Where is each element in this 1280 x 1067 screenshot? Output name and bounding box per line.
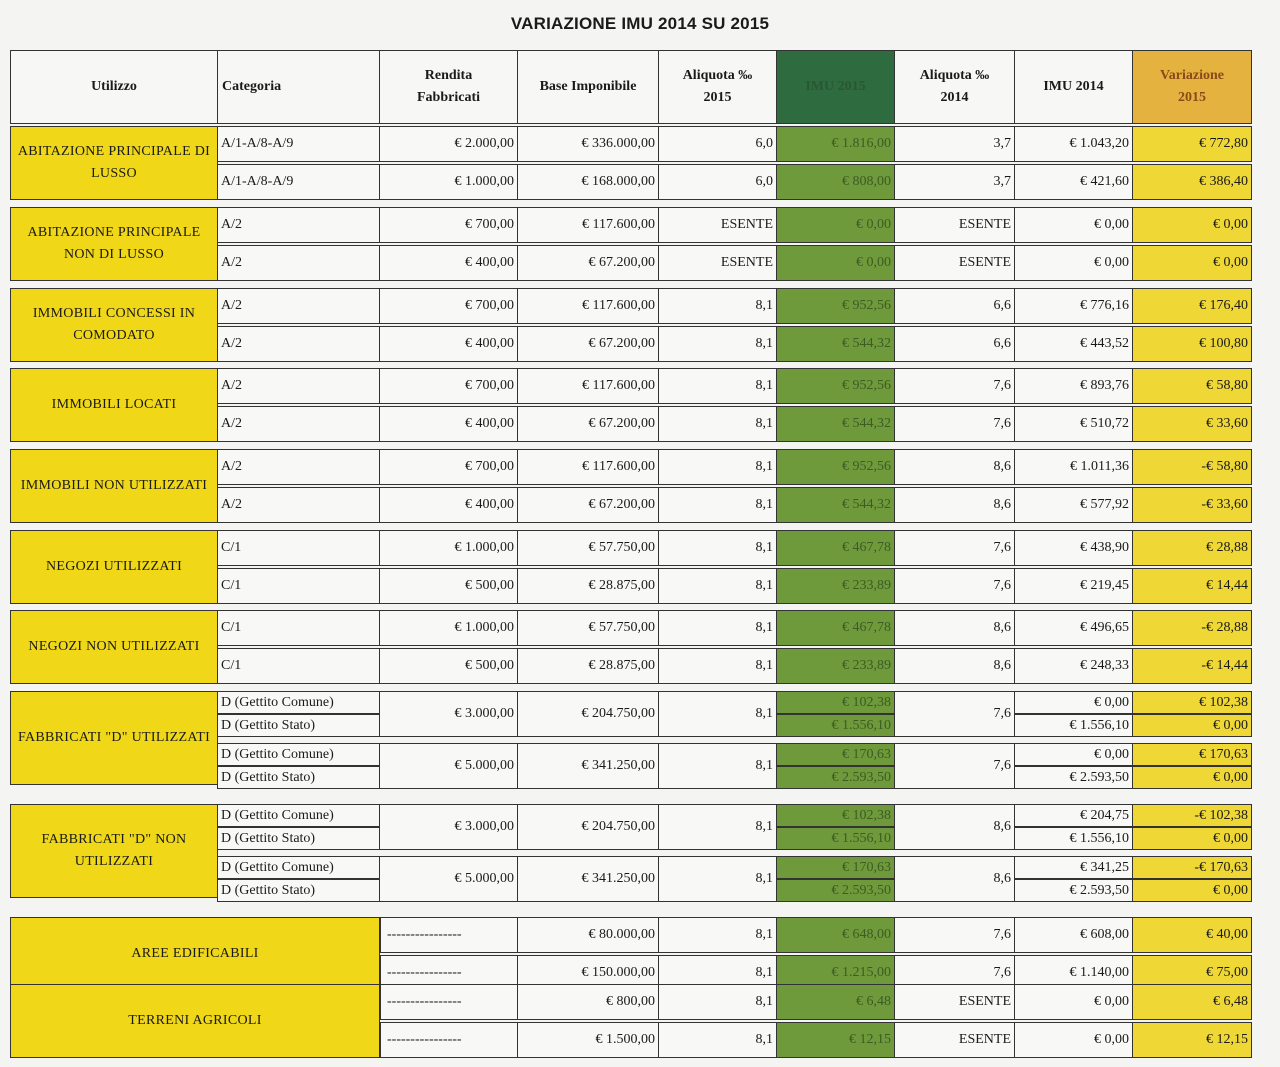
imu-2015-cell: € 808,00 <box>776 164 895 200</box>
variazione-cell: -€ 14,44 <box>1132 648 1252 684</box>
variazione-cell-comune: -€ 102,38 <box>1132 804 1252 827</box>
header-imu-2015: IMU 2015 <box>776 50 895 124</box>
aliquota-2015-cell: 8,1 <box>658 568 777 604</box>
imu-2014-cell: € 443,52 <box>1014 326 1133 362</box>
categoria-cell: A/2 <box>217 368 380 404</box>
categoria-cell: A/2 <box>217 326 380 362</box>
aliquota-2014-cell: 7,6 <box>894 368 1015 404</box>
aliquota-2015-cell: 8,1 <box>658 1022 777 1058</box>
categoria-cell: C/1 <box>217 648 380 684</box>
variazione-cell-stato: € 0,00 <box>1132 827 1252 850</box>
imu-2015-cell: € 1.816,00 <box>776 126 895 162</box>
aliquota-2014-cell: 8,6 <box>894 856 1015 902</box>
categoria-cell: A/2 <box>217 449 380 485</box>
aliquota-2014-cell: ESENTE <box>894 1022 1015 1058</box>
imu-2015-cell: € 1.215,00 <box>776 955 895 991</box>
base-imponibile-cell: € 204.750,00 <box>517 804 659 850</box>
categoria-cell: A/2 <box>217 245 380 281</box>
aliquota-2015-cell: 8,1 <box>658 326 777 362</box>
imu-2014-cell: € 1.011,36 <box>1014 449 1133 485</box>
categoria-cell-comune: D (Gettito Comune) <box>217 691 380 714</box>
base-imponibile-cell: € 57.750,00 <box>517 610 659 646</box>
categoria-cell: A/2 <box>217 406 380 442</box>
variazione-cell: € 14,44 <box>1132 568 1252 604</box>
aliquota-2015-cell: 8,1 <box>658 449 777 485</box>
base-imponibile-cell: € 117.600,00 <box>517 207 659 243</box>
imu-2014-cell: € 577,92 <box>1014 487 1133 523</box>
base-imponibile-cell: € 117.600,00 <box>517 288 659 324</box>
base-imponibile-cell: € 341.250,00 <box>517 743 659 789</box>
variazione-cell: -€ 28,88 <box>1132 610 1252 646</box>
section-2 <box>10 288 1252 362</box>
section-5 <box>10 530 1252 604</box>
categoria-cell-comune: D (Gettito Comune) <box>217 856 380 879</box>
imu-2014-cell: € 0,00 <box>1014 1022 1133 1058</box>
section-7 <box>10 691 1252 785</box>
imu-2014-cell: € 608,00 <box>1014 917 1133 953</box>
rendita-cell: ---------------- <box>380 1022 518 1058</box>
categoria-cell: C/1 <box>217 568 380 604</box>
variazione-cell: € 176,40 <box>1132 288 1252 324</box>
rendita-cell: € 500,00 <box>379 568 518 604</box>
section-3 <box>10 368 1252 442</box>
rendita-cell: € 400,00 <box>379 245 518 281</box>
imu-2015-cell: € 544,32 <box>776 406 895 442</box>
section-4 <box>10 449 1252 523</box>
variazione-cell-stato: € 0,00 <box>1132 714 1252 737</box>
imu-2014-cell: € 248,33 <box>1014 648 1133 684</box>
aliquota-2014-cell: 8,6 <box>894 804 1015 850</box>
variazione-cell: € 386,40 <box>1132 164 1252 200</box>
rendita-cell: € 1.000,00 <box>379 530 518 566</box>
rendita-cell: ---------------- <box>380 917 518 953</box>
categoria-cell-stato: D (Gettito Stato) <box>217 766 380 789</box>
imu-2014-cell-comune: € 0,00 <box>1014 743 1133 766</box>
variazione-cell-stato: € 0,00 <box>1132 879 1252 902</box>
section-label: TERRENI AGRICOLI <box>10 984 380 1058</box>
aliquota-2015-cell: 8,1 <box>658 955 777 991</box>
imu-2014-cell: € 0,00 <box>1014 245 1133 281</box>
aliquota-2014-cell: 6,6 <box>894 326 1015 362</box>
imu-2014-cell: € 496,65 <box>1014 610 1133 646</box>
variazione-cell: € 0,00 <box>1132 245 1252 281</box>
imu-2015-cell-comune: € 170,63 <box>776 856 895 879</box>
section-label: FABBRICATI "D" NON UTILIZZATI <box>10 804 218 898</box>
base-imponibile-cell: € 341.250,00 <box>517 856 659 902</box>
base-imponibile-cell: € 67.200,00 <box>517 487 659 523</box>
imu-2015-cell: € 544,32 <box>776 326 895 362</box>
imu-2015-cell-comune: € 102,38 <box>776 804 895 827</box>
aliquota-2014-cell: ESENTE <box>894 207 1015 243</box>
section-label: IMMOBILI NON UTILIZZATI <box>10 449 218 523</box>
aliquota-2015-cell: 8,1 <box>658 487 777 523</box>
rendita-cell: € 700,00 <box>379 207 518 243</box>
imu-2015-cell-stato: € 2.593,50 <box>776 766 895 789</box>
rendita-cell: € 3.000,00 <box>379 691 518 737</box>
categoria-cell: C/1 <box>217 610 380 646</box>
aliquota-2015-cell: 8,1 <box>658 648 777 684</box>
base-imponibile-cell: € 67.200,00 <box>517 245 659 281</box>
imu-2015-cell-comune: € 170,63 <box>776 743 895 766</box>
aliquota-2014-cell: 7,6 <box>894 568 1015 604</box>
aliquota-2014-cell: 8,6 <box>894 610 1015 646</box>
rendita-cell: ---------------- <box>380 955 518 991</box>
imu-2014-cell-stato: € 1.556,10 <box>1014 827 1133 850</box>
section-8 <box>10 804 1252 898</box>
variazione-cell-comune: € 102,38 <box>1132 691 1252 714</box>
rendita-cell: € 700,00 <box>379 449 518 485</box>
header-categoria: Categoria <box>217 50 380 124</box>
variazione-cell: € 28,88 <box>1132 530 1252 566</box>
variazione-cell: € 33,60 <box>1132 406 1252 442</box>
aliquota-2014-cell: ESENTE <box>894 984 1015 1020</box>
variazione-cell: € 40,00 <box>1132 917 1252 953</box>
header-utilizzo: Utilizzo <box>10 50 218 124</box>
rendita-cell: € 400,00 <box>379 406 518 442</box>
header-aliquota-2014: Aliquota ‰ 2014 <box>894 50 1015 124</box>
imu-2015-cell: € 12,15 <box>776 1022 895 1058</box>
aliquota-2014-cell: ESENTE <box>894 245 1015 281</box>
section-label: IMMOBILI LOCATI <box>10 368 218 442</box>
aliquota-2015-cell: 8,1 <box>658 984 777 1020</box>
imu-2015-cell: € 467,78 <box>776 530 895 566</box>
variazione-cell: € 0,00 <box>1132 207 1252 243</box>
rendita-cell: € 3.000,00 <box>379 804 518 850</box>
rendita-cell: € 700,00 <box>379 288 518 324</box>
imu-2014-cell: € 893,76 <box>1014 368 1133 404</box>
categoria-cell-comune: D (Gettito Comune) <box>217 804 380 827</box>
section-9 <box>10 917 1252 991</box>
variazione-cell: € 75,00 <box>1132 955 1252 991</box>
section-label: NEGOZI UTILIZZATI <box>10 530 218 604</box>
section-0 <box>10 126 1252 200</box>
imu-2015-cell: € 952,56 <box>776 288 895 324</box>
section-10 <box>10 984 1252 1058</box>
aliquota-2014-cell: 8,6 <box>894 487 1015 523</box>
document-title: VARIAZIONE IMU 2014 SU 2015 <box>510 14 770 33</box>
aliquota-2014-cell: 7,6 <box>894 955 1015 991</box>
imu-2014-cell: € 510,72 <box>1014 406 1133 442</box>
imu-2015-cell: € 952,56 <box>776 368 895 404</box>
categoria-cell: A/2 <box>217 288 380 324</box>
variazione-cell: € 772,80 <box>1132 126 1252 162</box>
rendita-cell: € 400,00 <box>379 487 518 523</box>
section-label: FABBRICATI "D" UTILIZZATI <box>10 691 218 785</box>
aliquota-2014-cell: 7,6 <box>894 406 1015 442</box>
aliquota-2014-cell: 6,6 <box>894 288 1015 324</box>
imu-2015-cell-stato: € 1.556,10 <box>776 714 895 737</box>
aliquota-2015-cell: 8,1 <box>658 406 777 442</box>
imu-2014-cell: € 0,00 <box>1014 984 1133 1020</box>
header-rendita: Rendita Fabbricati <box>379 50 518 124</box>
imu-2015-cell: € 0,00 <box>776 245 895 281</box>
aliquota-2014-cell: 8,6 <box>894 449 1015 485</box>
aliquota-2014-cell: 7,6 <box>894 743 1015 789</box>
variazione-cell: -€ 58,80 <box>1132 449 1252 485</box>
imu-2014-cell: € 421,60 <box>1014 164 1133 200</box>
aliquota-2014-cell: 7,6 <box>894 691 1015 737</box>
variazione-cell-stato: € 0,00 <box>1132 766 1252 789</box>
aliquota-2014-cell: 3,7 <box>894 126 1015 162</box>
categoria-cell: A/2 <box>217 207 380 243</box>
variazione-cell: € 6,48 <box>1132 984 1252 1020</box>
rendita-cell: € 2.000,00 <box>379 126 518 162</box>
imu-2014-cell-stato: € 1.556,10 <box>1014 714 1133 737</box>
categoria-cell: A/2 <box>217 487 380 523</box>
base-imponibile-cell: € 1.500,00 <box>517 1022 659 1058</box>
section-6 <box>10 610 1252 684</box>
header-aliquota-2015: Aliquota ‰ 2015 <box>658 50 777 124</box>
categoria-cell: A/1-A/8-A/9 <box>217 126 380 162</box>
aliquota-2015-cell: 8,1 <box>658 804 777 850</box>
rendita-cell: € 5.000,00 <box>379 743 518 789</box>
aliquota-2015-cell: 8,1 <box>658 691 777 737</box>
rendita-cell: € 400,00 <box>379 326 518 362</box>
categoria-cell: A/1-A/8-A/9 <box>217 164 380 200</box>
base-imponibile-cell: € 150.000,00 <box>517 955 659 991</box>
header-variazione-2015: Variazione 2015 <box>1132 50 1252 124</box>
aliquota-2014-cell: 8,6 <box>894 648 1015 684</box>
imu-2015-cell: € 0,00 <box>776 207 895 243</box>
imu-2015-cell-comune: € 102,38 <box>776 691 895 714</box>
imu-2015-cell-stato: € 1.556,10 <box>776 827 895 850</box>
imu-2014-cell-stato: € 2.593,50 <box>1014 766 1133 789</box>
imu-2015-cell: € 233,89 <box>776 648 895 684</box>
section-label: IMMOBILI CONCESSI IN COMODATO <box>10 288 218 362</box>
imu-2015-cell: € 952,56 <box>776 449 895 485</box>
aliquota-2015-cell: ESENTE <box>658 245 777 281</box>
imu-2014-cell: € 0,00 <box>1014 207 1133 243</box>
aliquota-2014-cell: 7,6 <box>894 917 1015 953</box>
rendita-cell: € 5.000,00 <box>379 856 518 902</box>
imu-2014-cell: € 438,90 <box>1014 530 1133 566</box>
aliquota-2015-cell: 6,0 <box>658 164 777 200</box>
header-imu-2014: IMU 2014 <box>1014 50 1133 124</box>
categoria-cell-stato: D (Gettito Stato) <box>217 827 380 850</box>
imu-2015-cell: € 544,32 <box>776 487 895 523</box>
imu-2014-cell: € 1.043,20 <box>1014 126 1133 162</box>
variazione-cell-comune: -€ 170,63 <box>1132 856 1252 879</box>
base-imponibile-cell: € 117.600,00 <box>517 449 659 485</box>
base-imponibile-cell: € 800,00 <box>517 984 659 1020</box>
variazione-cell: € 12,15 <box>1132 1022 1252 1058</box>
rendita-cell: ---------------- <box>380 984 518 1020</box>
aliquota-2015-cell: 6,0 <box>658 126 777 162</box>
aliquota-2015-cell: 8,1 <box>658 288 777 324</box>
imu-2014-cell: € 219,45 <box>1014 568 1133 604</box>
imu-2014-cell-comune: € 341,25 <box>1014 856 1133 879</box>
aliquota-2015-cell: 8,1 <box>658 368 777 404</box>
imu-2015-cell-stato: € 2.593,50 <box>776 879 895 902</box>
header-row <box>10 50 1252 124</box>
categoria-cell-stato: D (Gettito Stato) <box>217 714 380 737</box>
header-base-imponibile: Base Imponibile <box>517 50 659 124</box>
section-label: NEGOZI NON UTILIZZATI <box>10 610 218 684</box>
base-imponibile-cell: € 117.600,00 <box>517 368 659 404</box>
base-imponibile-cell: € 204.750,00 <box>517 691 659 737</box>
aliquota-2015-cell: 8,1 <box>658 530 777 566</box>
variazione-cell: € 100,80 <box>1132 326 1252 362</box>
aliquota-2015-cell: 8,1 <box>658 743 777 789</box>
section-label: ABITAZIONE PRINCIPALE DI LUSSO <box>10 126 218 200</box>
aliquota-2014-cell: 7,6 <box>894 530 1015 566</box>
imu-2015-cell: € 6,48 <box>776 984 895 1020</box>
variazione-cell: -€ 33,60 <box>1132 487 1252 523</box>
imu-2014-cell: € 776,16 <box>1014 288 1133 324</box>
aliquota-2015-cell: ESENTE <box>658 207 777 243</box>
imu-2014-cell-comune: € 204,75 <box>1014 804 1133 827</box>
variazione-cell: € 58,80 <box>1132 368 1252 404</box>
aliquota-2014-cell: 3,7 <box>894 164 1015 200</box>
base-imponibile-cell: € 80.000,00 <box>517 917 659 953</box>
imu-2015-cell: € 233,89 <box>776 568 895 604</box>
aliquota-2015-cell: 8,1 <box>658 856 777 902</box>
base-imponibile-cell: € 57.750,00 <box>517 530 659 566</box>
base-imponibile-cell: € 336.000,00 <box>517 126 659 162</box>
categoria-cell: C/1 <box>217 530 380 566</box>
imu-2014-cell-stato: € 2.593,50 <box>1014 879 1133 902</box>
rendita-cell: € 1.000,00 <box>379 164 518 200</box>
base-imponibile-cell: € 168.000,00 <box>517 164 659 200</box>
categoria-cell-stato: D (Gettito Stato) <box>217 879 380 902</box>
imu-2015-cell: € 467,78 <box>776 610 895 646</box>
base-imponibile-cell: € 67.200,00 <box>517 406 659 442</box>
categoria-cell-comune: D (Gettito Comune) <box>217 743 380 766</box>
rendita-cell: € 500,00 <box>379 648 518 684</box>
variazione-cell-comune: € 170,63 <box>1132 743 1252 766</box>
base-imponibile-cell: € 28.875,00 <box>517 568 659 604</box>
rendita-cell: € 700,00 <box>379 368 518 404</box>
base-imponibile-cell: € 28.875,00 <box>517 648 659 684</box>
rendita-cell: € 1.000,00 <box>379 610 518 646</box>
aliquota-2015-cell: 8,1 <box>658 917 777 953</box>
aliquota-2015-cell: 8,1 <box>658 610 777 646</box>
imu-2014-cell-comune: € 0,00 <box>1014 691 1133 714</box>
imu-2015-cell: € 648,00 <box>776 917 895 953</box>
section-label: ABITAZIONE PRINCIPALE NON DI LUSSO <box>10 207 218 281</box>
section-label: AREE EDIFICABILI <box>10 917 380 991</box>
imu-2014-cell: € 1.140,00 <box>1014 955 1133 991</box>
base-imponibile-cell: € 67.200,00 <box>517 326 659 362</box>
section-1 <box>10 207 1252 281</box>
